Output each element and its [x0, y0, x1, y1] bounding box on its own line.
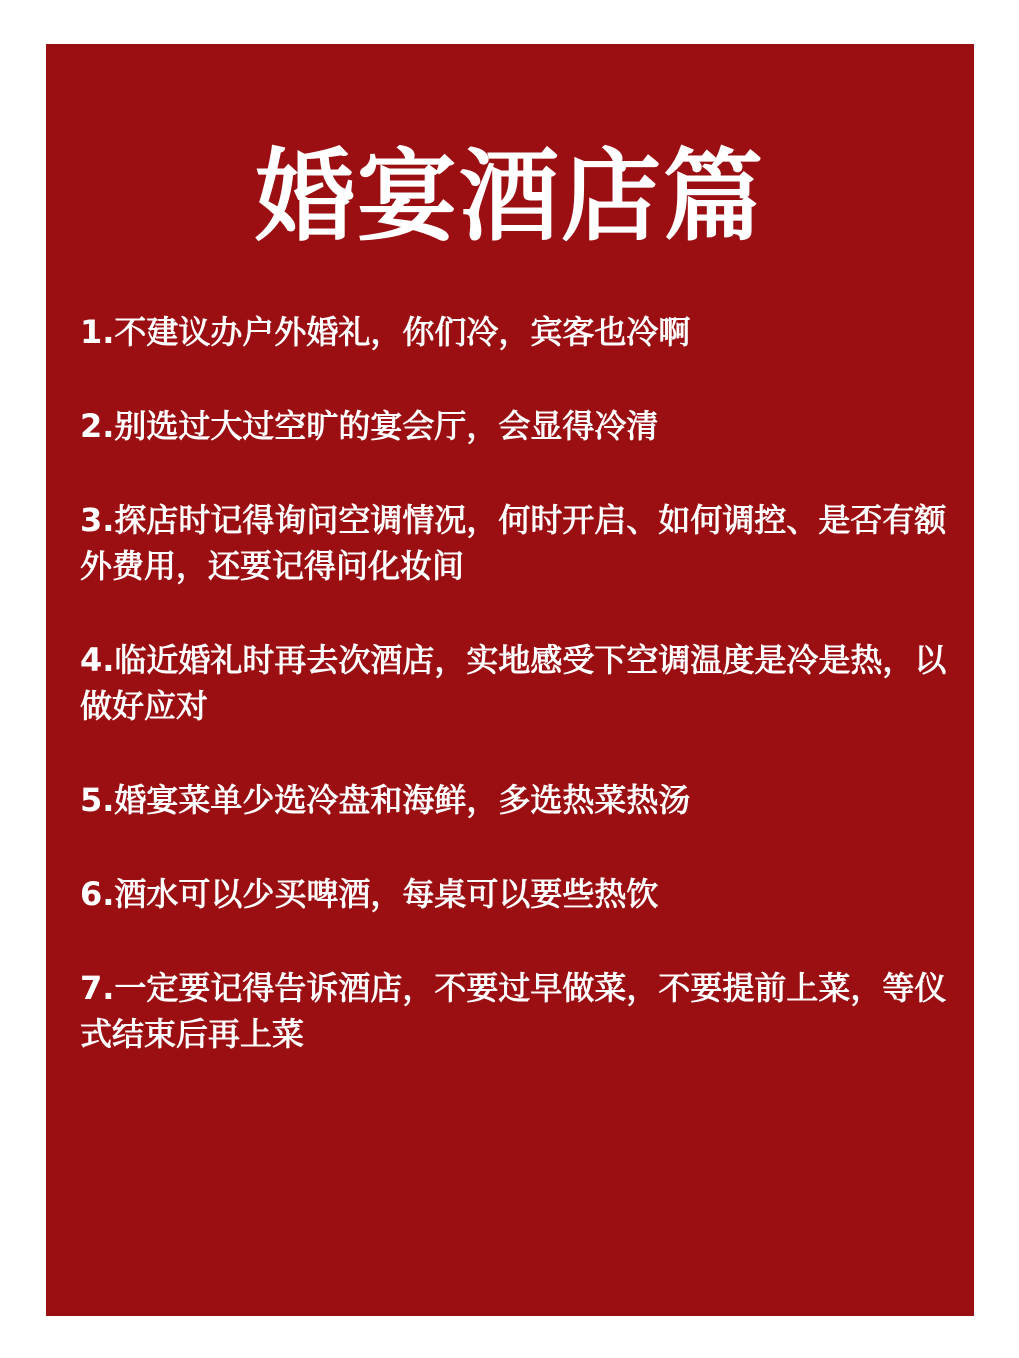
tip-item-6: 6.酒水可以少买啤酒，每桌可以要些热饮	[80, 875, 659, 913]
page-title: 婚宴酒店篇	[255, 138, 765, 255]
content-card	[46, 44, 974, 1316]
tip-item-1: 1.不建议办户外婚礼，你们冷，宾客也冷啊	[80, 313, 691, 351]
tip-item-3: 3.探店时记得询问空调情况，何时开启、如何调控、是否有额外费用，还要记得问化妆间	[80, 501, 947, 585]
tip-item-2: 2.别选过大过空旷的宴会厅，会显得冷清	[80, 407, 659, 445]
tip-item-7: 7.一定要记得告诉酒店，不要过早做菜，不要提前上菜，等仪式结束后再上菜	[80, 969, 947, 1053]
tips-list	[80, 309, 950, 1105]
tip-item-5: 5.婚宴菜单少选冷盘和海鲜，多选热菜热汤	[80, 781, 691, 819]
tip-item-4: 4.临近婚礼时再去次酒店，实地感受下空调温度是冷是热，以做好应对	[80, 641, 947, 725]
